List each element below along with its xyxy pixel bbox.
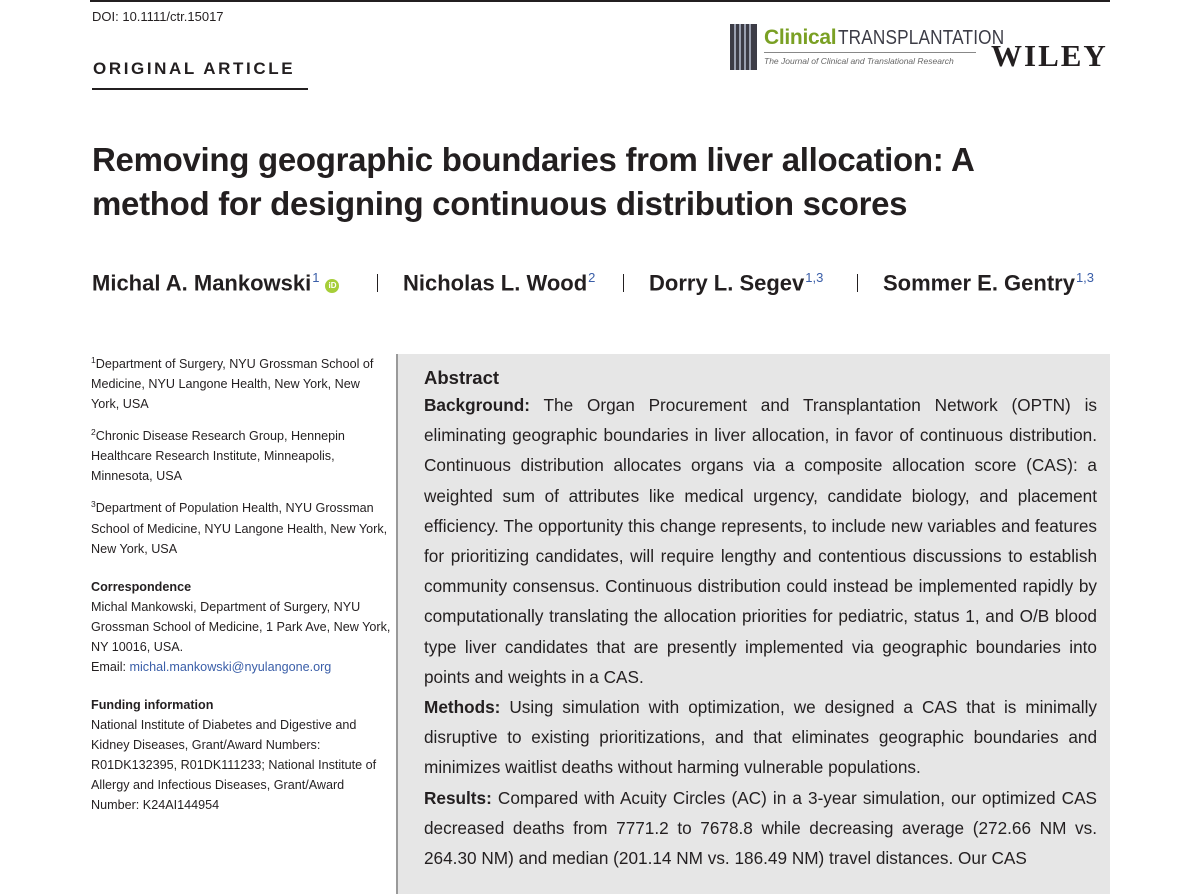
abstract-results xyxy=(424,783,1097,874)
author-separator xyxy=(623,274,624,292)
correspondence-email: Email: michal.mankowski@nyulangone.org xyxy=(91,659,332,674)
email-link[interactable]: michal.mankowski@nyulangone.org xyxy=(129,659,332,674)
correspondence-text: Michal Mankowski, Department of Surgery, NYU Grossman School of Medicine, 1 Park Ave, New York, NY 10016, USA. xyxy=(91,599,391,654)
author-name: Dorry L. Segev xyxy=(649,270,805,296)
article-type-underline xyxy=(92,88,308,90)
author-4[interactable] xyxy=(883,270,1094,296)
author-2[interactable] xyxy=(403,270,595,296)
author-name: Sommer E. Gentry xyxy=(883,270,1075,296)
top-rule xyxy=(90,0,1110,2)
abstract-box xyxy=(396,354,1110,894)
abstract-heading: Abstract xyxy=(424,367,500,388)
author-affiliation-ref: 2 xyxy=(588,270,596,285)
journal-name-part2: TRANSPLANTATION xyxy=(838,27,1005,49)
results-text: Compared with Acuity Circles (AC) in a 3-year simulation, our optimized CAS decreased deaths from 7771.2 to 7678.8 while decreasing average (272.66 NM vs. 264.30 NM) and median (201.14 NM vs. 186.49 NM) travel distances. Our CAS xyxy=(424,787,1097,869)
background-text: The Organ Procurement and Transplantation Network (OPTN) is eliminating geographic boundaries in liver allocation, in favor of continuous distribution. Continuous distribution allocates organs via a composite allocation score (CAS): a weighted sum of attributes like medical urgency, candidate biology, and placement efficiency. The opportunity this change represents, to include new variables and features for prioritizing candidates, will require lengthy and contentious discussions to establish community consensus. Continuous distribution could instead be implemented rapidly by computationally translating the allocation priorities for pediatric, status 1, and O/B blood type liver candidates that are presently implemented via geographic boundaries into points and weights in a CAS. xyxy=(424,395,1097,687)
author-separator xyxy=(857,274,858,292)
journal-name-part1: Clinical xyxy=(764,26,837,49)
results-label: Results: xyxy=(424,787,492,808)
author-name: Michal A. Mankowski xyxy=(92,270,312,296)
author-1[interactable] xyxy=(92,270,339,296)
correspondence-heading: Correspondence xyxy=(91,579,192,594)
affiliation-1: $^1$Department of Surgery, NYU Grossman School of Medicine, NYU Langone Health, New York, New York, USA xyxy=(91,355,374,412)
methods-text: Using simulation with optimization, we designed a CAS that is minimally disruptive to existing prioritizations, and that eliminates geographic boundaries and minimizes waitlist deaths without harming vulnerable populations. xyxy=(424,697,1097,778)
abstract-content xyxy=(424,366,1097,873)
funding-heading: Funding information xyxy=(91,697,214,712)
journal-logo-divider xyxy=(764,52,976,53)
article-title: Removing geographic boundaries from liver allocation: A method for designing continuous distribution scores xyxy=(92,141,974,222)
affiliation-2: $^2$Chronic Disease Research Group, Hennepin Healthcare Research Institute, Minneapolis, Minnesota, USA xyxy=(91,427,345,484)
orcid-icon[interactable]: iD xyxy=(325,279,339,293)
background-label: Background: xyxy=(424,395,530,415)
journal-logo xyxy=(730,24,1005,72)
article-sidebar xyxy=(91,350,391,815)
author-affiliation-ref: 1,3 xyxy=(1075,270,1095,285)
abstract-background xyxy=(424,390,1097,692)
publisher-logo: WILEY xyxy=(991,38,1108,73)
funding-text: National Institute of Diabetes and Digestive and Kidney Diseases, Grant/Award Numbers: R01DK132395, R01DK111233; National Institute of Allergy and Infectious Diseases, Grant/Award Number: K24AI144954 xyxy=(91,717,377,812)
author-name: Nicholas L. Wood xyxy=(403,270,588,296)
author-affiliation-ref: 1,3 xyxy=(805,270,824,285)
article-type: ORIGINAL ARTICLE xyxy=(93,59,296,78)
author-separator xyxy=(377,274,378,292)
affiliation-3: $^3$Department of Population Health, NYU Grossman School of Medicine, NYU Langone Health, New York, New York, USA xyxy=(91,499,388,556)
journal-tagline: The Journal of Clinical and Translational Research xyxy=(764,56,954,66)
journal-logo-icon xyxy=(730,24,757,70)
author-affiliation-ref: 1 xyxy=(312,270,320,285)
doi: DOI: 10.1111/ctr.15017 xyxy=(92,9,224,24)
author-3[interactable] xyxy=(649,270,823,296)
methods-label: Methods: xyxy=(424,697,501,718)
abstract-methods xyxy=(424,692,1097,783)
